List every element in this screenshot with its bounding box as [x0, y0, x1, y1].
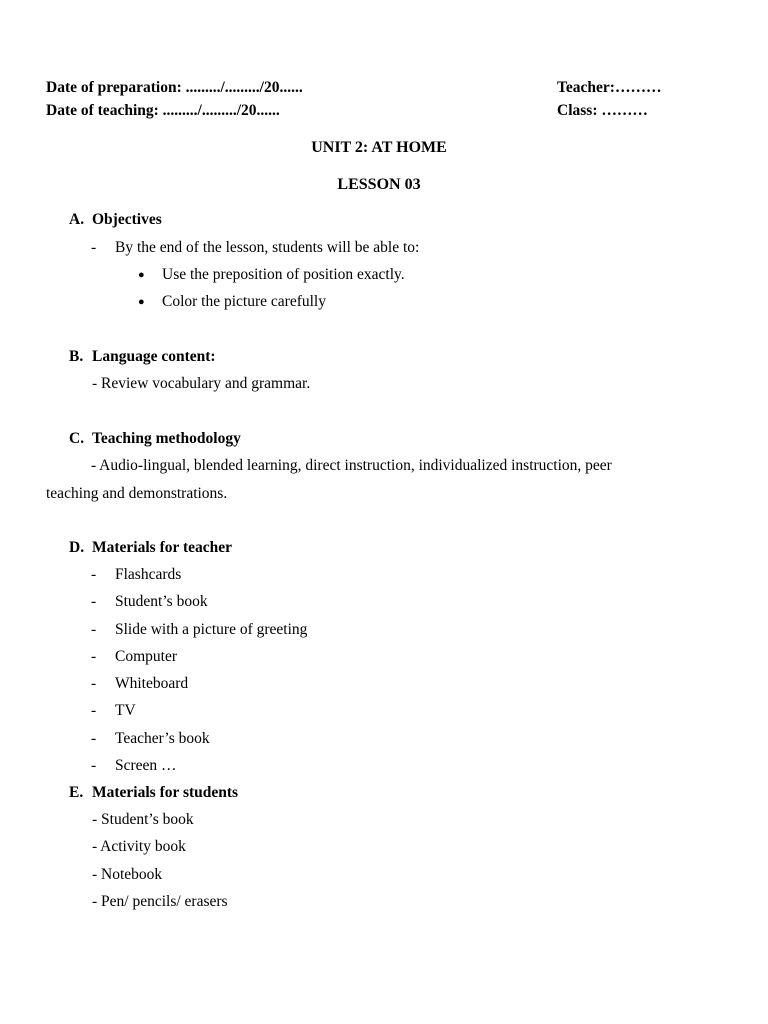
bullet-icon: ● [138, 296, 145, 308]
date-of-teaching: Date of teaching: ........./........./20...... [46, 102, 280, 119]
dash-marker: - [91, 648, 97, 665]
dash-marker: - [91, 757, 97, 774]
dash-marker: - [91, 621, 97, 638]
class-field: Class: ……… [557, 102, 648, 119]
material-item: Student’s book [115, 593, 208, 610]
student-material-item: - Notebook [92, 866, 163, 883]
section-letter: B. [69, 348, 84, 365]
dash-marker: - [91, 675, 97, 692]
objective-item: Use the preposition of position exactly. [162, 266, 405, 283]
dash-marker: - [91, 702, 97, 719]
section-title: Language content: [92, 348, 216, 365]
material-item: Slide with a picture of greeting [115, 621, 308, 638]
section-title: Materials for students [92, 784, 239, 801]
section-letter: E. [69, 784, 84, 801]
section-letter: C. [69, 430, 85, 447]
dash-marker: - [91, 730, 97, 747]
dash-marker: - [91, 239, 97, 256]
date-of-preparation: Date of preparation: ........./........./20...... [46, 79, 303, 96]
language-content-text: - Review vocabulary and grammar. [92, 375, 311, 392]
material-item: Whiteboard [115, 675, 189, 692]
dash-marker: - [91, 593, 97, 610]
objectives-intro: By the end of the lesson, students will be able to: [115, 239, 420, 256]
unit-title: UNIT 2: AT HOME [311, 139, 447, 156]
section-letter: A. [69, 211, 85, 228]
student-material-item: - Pen/ pencils/ erasers [92, 893, 228, 910]
material-item: Flashcards [115, 566, 182, 583]
objective-item: Color the picture carefully [162, 293, 326, 310]
lesson-title: LESSON 03 [337, 176, 421, 193]
section-title: Materials for teacher [92, 539, 233, 556]
material-item: Teacher’s book [115, 730, 210, 747]
methodology-text-line: - Audio-lingual, blended learning, direct instruction, individualized instruction, peer [91, 457, 612, 474]
teacher-field: Teacher:……… [557, 79, 662, 96]
bullet-icon: ● [138, 269, 145, 281]
section-letter: D. [69, 539, 85, 556]
material-item: TV [115, 702, 136, 719]
student-material-item: - Student’s book [92, 811, 194, 828]
section-title: Teaching methodology [92, 430, 241, 447]
dash-marker: - [91, 566, 97, 583]
section-title: Objectives [92, 211, 162, 228]
student-material-item: - Activity book [92, 838, 186, 855]
material-item: Screen … [115, 757, 177, 774]
material-item: Computer [115, 648, 177, 665]
methodology-text-line: teaching and demonstrations. [46, 485, 228, 502]
